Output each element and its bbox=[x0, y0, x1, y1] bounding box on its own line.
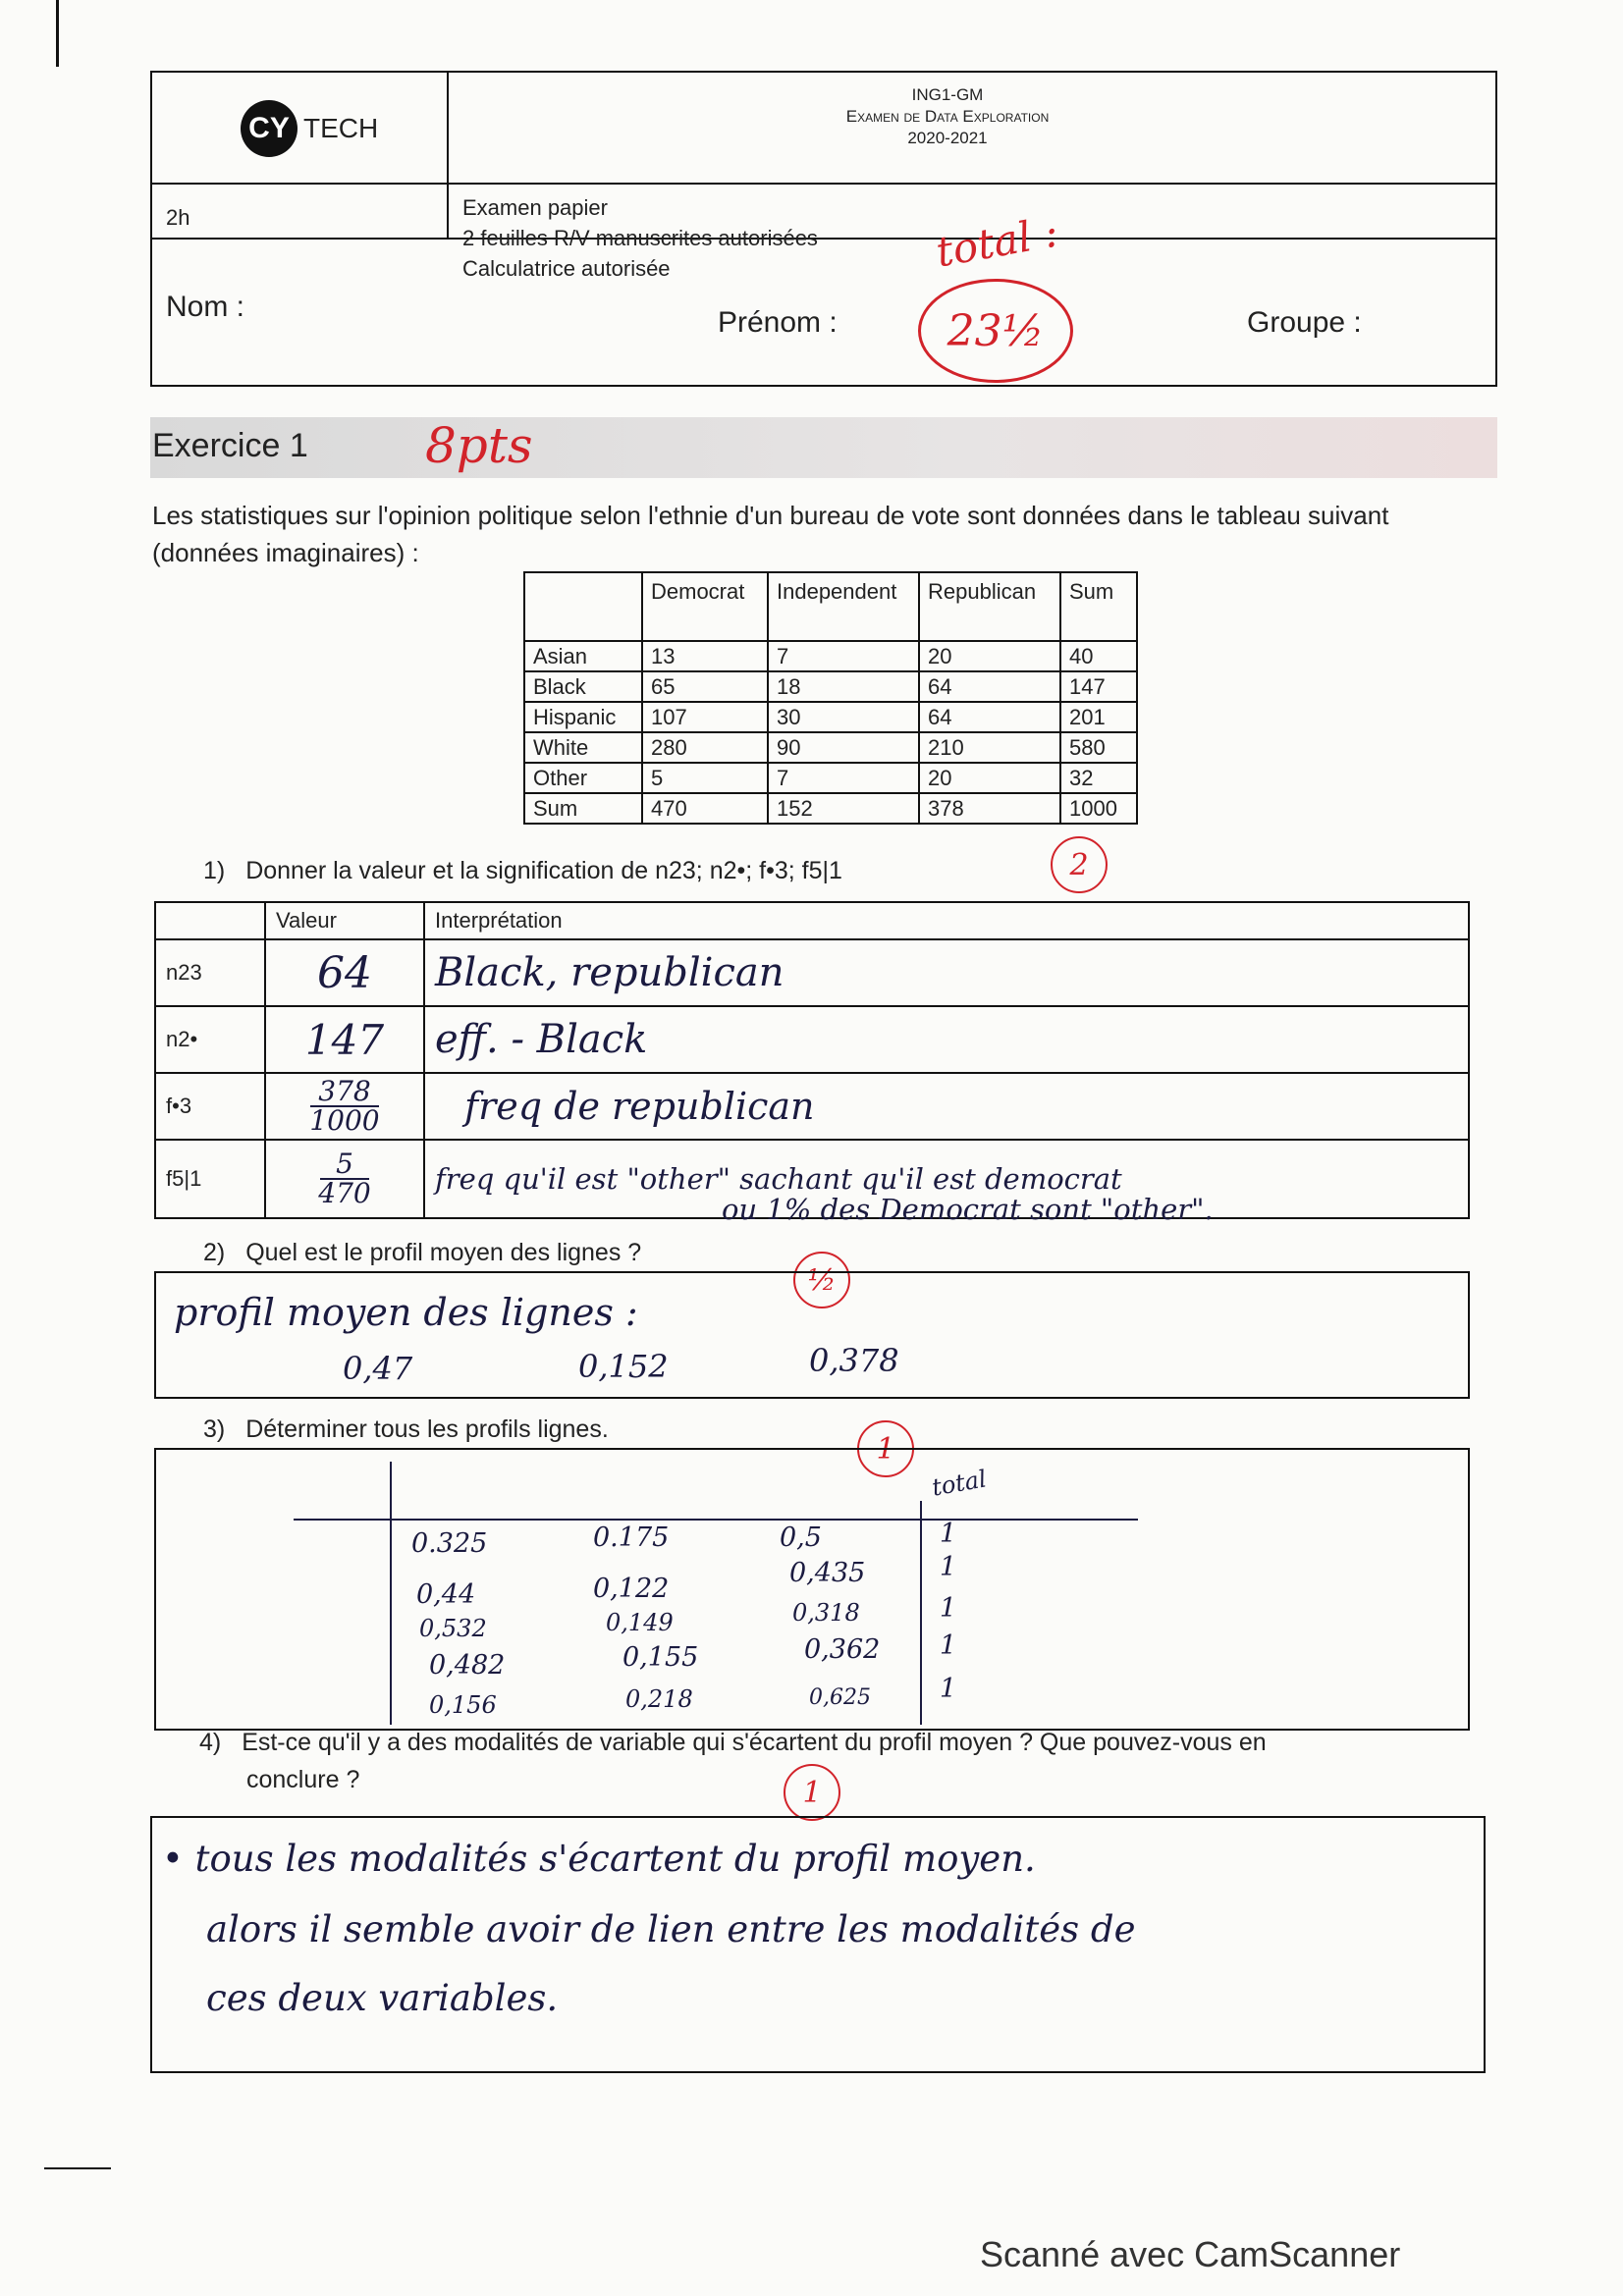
table-cell: 378 bbox=[919, 793, 1060, 824]
table-row bbox=[155, 1073, 1469, 1140]
table-cell: Other bbox=[524, 763, 642, 793]
q1-symbol: n2• bbox=[155, 1006, 265, 1073]
question-text-continued: conclure ? bbox=[246, 1766, 360, 1793]
q4-answer-line-1: tous les modalités s'écartent du profil moyen. bbox=[194, 1838, 1036, 1880]
table-row bbox=[524, 732, 1137, 763]
q1-interpretation: freq de republican bbox=[424, 1073, 1469, 1140]
q1-value bbox=[265, 1140, 424, 1218]
table-cell: Black bbox=[524, 671, 642, 702]
q4-answer-line bbox=[162, 1838, 1036, 1880]
question-number: 4) bbox=[199, 1729, 222, 1756]
q2-value: 0,152 bbox=[578, 1348, 669, 1385]
profile-cell: 1 bbox=[940, 1630, 957, 1661]
q1-value: 64 bbox=[265, 939, 424, 1006]
margin-mark bbox=[56, 0, 59, 67]
table-cell: 90 bbox=[768, 732, 919, 763]
profile-cell: 0.325 bbox=[411, 1528, 488, 1559]
exercise-intro bbox=[152, 497, 1388, 571]
table-header-row bbox=[524, 572, 1137, 641]
q4-answer-line-3: ces deux variables. bbox=[206, 1977, 559, 2019]
table-cell: 20 bbox=[919, 641, 1060, 671]
profile-cell: 0,218 bbox=[625, 1685, 693, 1713]
nom-label: Nom : bbox=[166, 291, 245, 323]
profile-cell: 0,435 bbox=[789, 1558, 866, 1588]
duration: 2h bbox=[166, 205, 190, 230]
table-header-row bbox=[155, 902, 1469, 939]
table-cell: 32 bbox=[1060, 763, 1137, 793]
q1-symbol: f•3 bbox=[155, 1073, 265, 1140]
q1-interpretation: Black, republican bbox=[424, 939, 1469, 1006]
table-cell: 147 bbox=[1060, 671, 1137, 702]
grade-total-label: total : bbox=[932, 207, 1062, 277]
q1-value: 147 bbox=[265, 1006, 424, 1073]
profile-cell: 0,625 bbox=[809, 1685, 871, 1710]
question-3 bbox=[203, 1415, 609, 1444]
table-row bbox=[524, 641, 1137, 671]
table-cell bbox=[155, 902, 265, 939]
data-table bbox=[523, 571, 1138, 825]
profile-cell: 0,122 bbox=[593, 1574, 670, 1604]
q2-value: 0,47 bbox=[343, 1350, 413, 1387]
logo bbox=[241, 100, 378, 157]
q4-answer-box bbox=[150, 1816, 1486, 2073]
grade-total-value: 23½ bbox=[947, 305, 1045, 356]
table-row bbox=[524, 671, 1137, 702]
fraction-numerator: 378 bbox=[310, 1078, 378, 1107]
score-q1: 2 bbox=[1051, 836, 1108, 893]
table-row bbox=[155, 939, 1469, 1006]
fraction-denominator: 1000 bbox=[309, 1104, 380, 1137]
q1-symbol: f5|1 bbox=[155, 1140, 265, 1218]
course-info bbox=[702, 84, 1193, 149]
bullet: • bbox=[162, 1838, 195, 1880]
table-cell: 5 bbox=[642, 763, 768, 793]
question-number: 3) bbox=[203, 1415, 226, 1443]
q1-value bbox=[265, 1073, 424, 1140]
table-header-cell bbox=[524, 572, 642, 641]
table-cell: Hispanic bbox=[524, 702, 642, 732]
profile-cell: 0,155 bbox=[622, 1642, 699, 1673]
table-header-cell: Sum bbox=[1060, 572, 1137, 641]
table-header-cell: Republican bbox=[919, 572, 1060, 641]
score-q3: 1 bbox=[857, 1420, 914, 1477]
profile-header-line bbox=[294, 1519, 1138, 1521]
intro-line-2: (données imaginaires) : bbox=[152, 538, 419, 567]
scanner-watermark: Scanné avec CamScanner bbox=[980, 2234, 1401, 2274]
profile-cell: 0.175 bbox=[593, 1522, 670, 1553]
profile-cell: 0,156 bbox=[429, 1691, 497, 1719]
q3-answer-box bbox=[154, 1448, 1470, 1731]
profile-cell: 0,318 bbox=[792, 1599, 860, 1627]
table-cell: 210 bbox=[919, 732, 1060, 763]
profile-cell: 0,5 bbox=[780, 1522, 822, 1553]
profile-cell: 0,482 bbox=[429, 1650, 506, 1681]
table-cell: Sum bbox=[524, 793, 642, 824]
exercise-title: Exercice 1 bbox=[152, 427, 308, 464]
table-cell: 470 bbox=[642, 793, 768, 824]
profile-cell: 1 bbox=[940, 1593, 957, 1624]
table-cell: 580 bbox=[1060, 732, 1137, 763]
q4-answer-line-2: alors il semble avoir de lien entre les modalités de bbox=[206, 1908, 1136, 1950]
question-text: Est-ce qu'il y a des modalités de variable qui s'écartent du profil moyen ? Que pouvez-vous en bbox=[242, 1729, 1267, 1756]
question-1 bbox=[203, 857, 842, 885]
exercise-band bbox=[150, 417, 1497, 478]
question-number: 1) bbox=[203, 857, 226, 884]
table-cell: 201 bbox=[1060, 702, 1137, 732]
table-header-cell: Democrat bbox=[642, 572, 768, 641]
fraction-numerator: 5 bbox=[320, 1150, 369, 1180]
profile-cell: 1 bbox=[940, 1552, 957, 1582]
q3-total-label: total bbox=[929, 1465, 989, 1502]
q1-col-interpretation: Interprétation bbox=[424, 902, 1469, 939]
profile-cell: 0,149 bbox=[606, 1609, 674, 1636]
q1-symbol: n23 bbox=[155, 939, 265, 1006]
question-text: Donner la valeur et la signification de n23; n2•; f•3; f5|1 bbox=[245, 857, 842, 884]
table-cell: 64 bbox=[919, 702, 1060, 732]
table-cell: 280 bbox=[642, 732, 768, 763]
course-code: ING1-GM bbox=[911, 85, 984, 104]
question-text: Déterminer tous les profils lignes. bbox=[245, 1415, 609, 1443]
table-cell: 7 bbox=[768, 763, 919, 793]
table-cell: Asian bbox=[524, 641, 642, 671]
question-text: Quel est le profil moyen des lignes ? bbox=[245, 1239, 642, 1266]
prenom-label: Prénom : bbox=[718, 306, 838, 339]
table-row bbox=[524, 763, 1137, 793]
table-cell: 64 bbox=[919, 671, 1060, 702]
profile-cell: 1 bbox=[940, 1519, 957, 1549]
table-cell: 1000 bbox=[1060, 793, 1137, 824]
exercise-points: 8pts bbox=[425, 417, 533, 474]
intro-line-1: Les statistiques sur l'opinion politique selon l'ethnie d'un bureau de vote sont données dans le tableau suivant bbox=[152, 501, 1389, 530]
q2-answer-line: profil moyen des lignes : bbox=[174, 1291, 638, 1334]
grade-total bbox=[918, 279, 1073, 383]
logo-mark: CY bbox=[241, 100, 298, 157]
table-cell: 20 bbox=[919, 763, 1060, 793]
logo-text: TECH bbox=[303, 113, 379, 143]
q2-answer-box bbox=[154, 1271, 1470, 1399]
profile-cell: 0,362 bbox=[804, 1634, 881, 1665]
question-2 bbox=[203, 1239, 641, 1267]
q1-interpretation: freq qu'il est "other" sachant qu'il est democrat bbox=[424, 1140, 1469, 1218]
score-q4: 1 bbox=[784, 1764, 840, 1821]
course-year: 2020-2021 bbox=[907, 129, 988, 147]
table-cell: 13 bbox=[642, 641, 768, 671]
table-cell: 107 bbox=[642, 702, 768, 732]
rule-sheets: 2 feuilles R/V manuscrites autorisées bbox=[462, 226, 818, 250]
rule-calculator: Calculatrice autorisée bbox=[462, 256, 671, 281]
profile-cell: 0,44 bbox=[416, 1579, 476, 1610]
q1-extra-note: ou 1% des Democrat sont "other". bbox=[722, 1193, 1214, 1226]
table-row bbox=[524, 793, 1137, 824]
profile-cell: 0,532 bbox=[419, 1615, 487, 1642]
course-title: Examen de Data Exploration bbox=[845, 107, 1050, 126]
q2-value: 0,378 bbox=[809, 1342, 899, 1379]
q1-answer-table bbox=[154, 901, 1470, 1219]
margin-mark bbox=[44, 2167, 111, 2169]
table-cell: 152 bbox=[768, 793, 919, 824]
exam-rules bbox=[462, 192, 818, 284]
profile-row-axis bbox=[390, 1462, 392, 1725]
groupe-label: Groupe : bbox=[1247, 306, 1362, 339]
q1-col-valeur: Valeur bbox=[265, 902, 424, 939]
table-row bbox=[524, 702, 1137, 732]
table-row bbox=[155, 1006, 1469, 1073]
profile-cell: 1 bbox=[940, 1674, 957, 1704]
table-cell: 30 bbox=[768, 702, 919, 732]
rule-paper: Examen papier bbox=[462, 195, 608, 220]
question-number: 2) bbox=[203, 1239, 226, 1266]
header-box bbox=[150, 71, 1497, 387]
table-cell: 7 bbox=[768, 641, 919, 671]
q1-interpretation: eff. - Black bbox=[424, 1006, 1469, 1073]
table-cell: 40 bbox=[1060, 641, 1137, 671]
question-4 bbox=[199, 1724, 1267, 1798]
table-cell: White bbox=[524, 732, 642, 763]
profile-total-axis bbox=[920, 1501, 922, 1725]
table-cell: 65 bbox=[642, 671, 768, 702]
score-q2: ½ bbox=[793, 1252, 850, 1308]
table-header-cell: Independent bbox=[768, 572, 919, 641]
fraction-denominator: 470 bbox=[318, 1177, 371, 1209]
table-cell: 18 bbox=[768, 671, 919, 702]
